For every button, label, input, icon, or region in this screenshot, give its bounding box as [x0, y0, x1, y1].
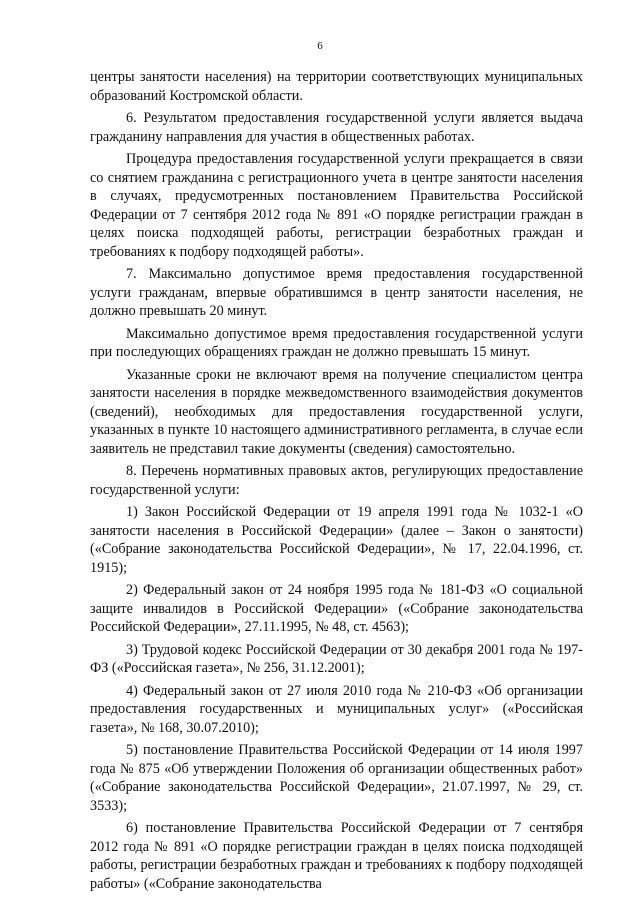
paragraph: 8. Перечень нормативных правовых актов, регулирующих предоставление государственной услуги:: [90, 463, 583, 498]
paragraph: Максимально допустимое время предоставления государственной услуги при последующих обращениях граждан не должно превышать 15 минут.: [90, 325, 583, 360]
paragraph: Указанные сроки не включают время на получение специалистом центра занятости населения в порядке межведомственного взаимодействия документов (сведений), необходимых для предоставления государственной услуги, указанных в пункте 10 настоящего административного регламента, в случае если заявитель не представил такие документы (сведения) самостоятельно.: [90, 366, 583, 457]
paragraph: 3) Трудовой кодекс Российской Федерации от 30 декабря 2001 года № 197-ФЗ («Российская газета», № 256, 31.12.2001);: [90, 641, 583, 676]
paragraph: центры занятости населения) на территории соответствующих муниципальных образований Костромской области.: [90, 69, 583, 104]
paragraph: 2) Федеральный закон от 24 ноября 1995 года № 181-ФЗ «О социальной защите инвалидов в Российской Федерации» («Собрание законодательства Российской Федерации», 27.11.1995, № 48, ст. 4563);: [90, 582, 583, 635]
paragraph: 5) постановление Правительства Российской Федерации от 14 июля 1997 года № 875 «Об утверждении Положения об организации общественных работ» («Собрание законодательства Российской Федерации», 21.07.1997, № 29, ст. 3533);: [90, 742, 583, 814]
paragraph: Процедура предоставления государственной услуги прекращается в связи со снятием гражданина с регистрационного учета в центре занятости населения в случаях, предусмотренных постановлением Правительства Российской Федерации от 7 сентября 2012 года № 891 «О порядке регистрации граждан в целях поиска подходящей работы, регистрации безработных граждан и требованиях к подбору подходящей работы».: [90, 151, 583, 260]
document-body: [90, 68, 583, 897]
paragraph: 6) постановление Правительства Российской Федерации от 7 сентября 2012 года № 891 «О порядке регистрации граждан в целях поиска подходящей работы, регистрации безработных граждан и требованиях к подбору подходящей работы» («Собрание законодательства: [90, 820, 583, 892]
paragraph: 7. Максимально допустимое время предоставления государственной услуги гражданам, впервые обратившимся в центр занятости населения, не должно превышать 20 минут.: [90, 266, 583, 319]
paragraph: 4) Федеральный закон от 27 июля 2010 года № 210-ФЗ «Об организации предоставления государственных и муниципальных услуг» («Российская газета», № 168, 30.07.2010);: [90, 682, 583, 736]
paragraph: 6. Результатом предоставления государственной услуги является выдача гражданину направления для участия в общественных работах.: [90, 110, 583, 145]
paragraph: 1) Закон Российской Федерации от 19 апреля 1991 года № 1032-1 «О занятости населения в Российской Федерации» (далее – Закон о занятости) («Собрание законодательства Российской Федерации», № 17, 22.04.1996, ст. 1915);: [90, 504, 583, 576]
page-number: 6: [317, 40, 323, 52]
